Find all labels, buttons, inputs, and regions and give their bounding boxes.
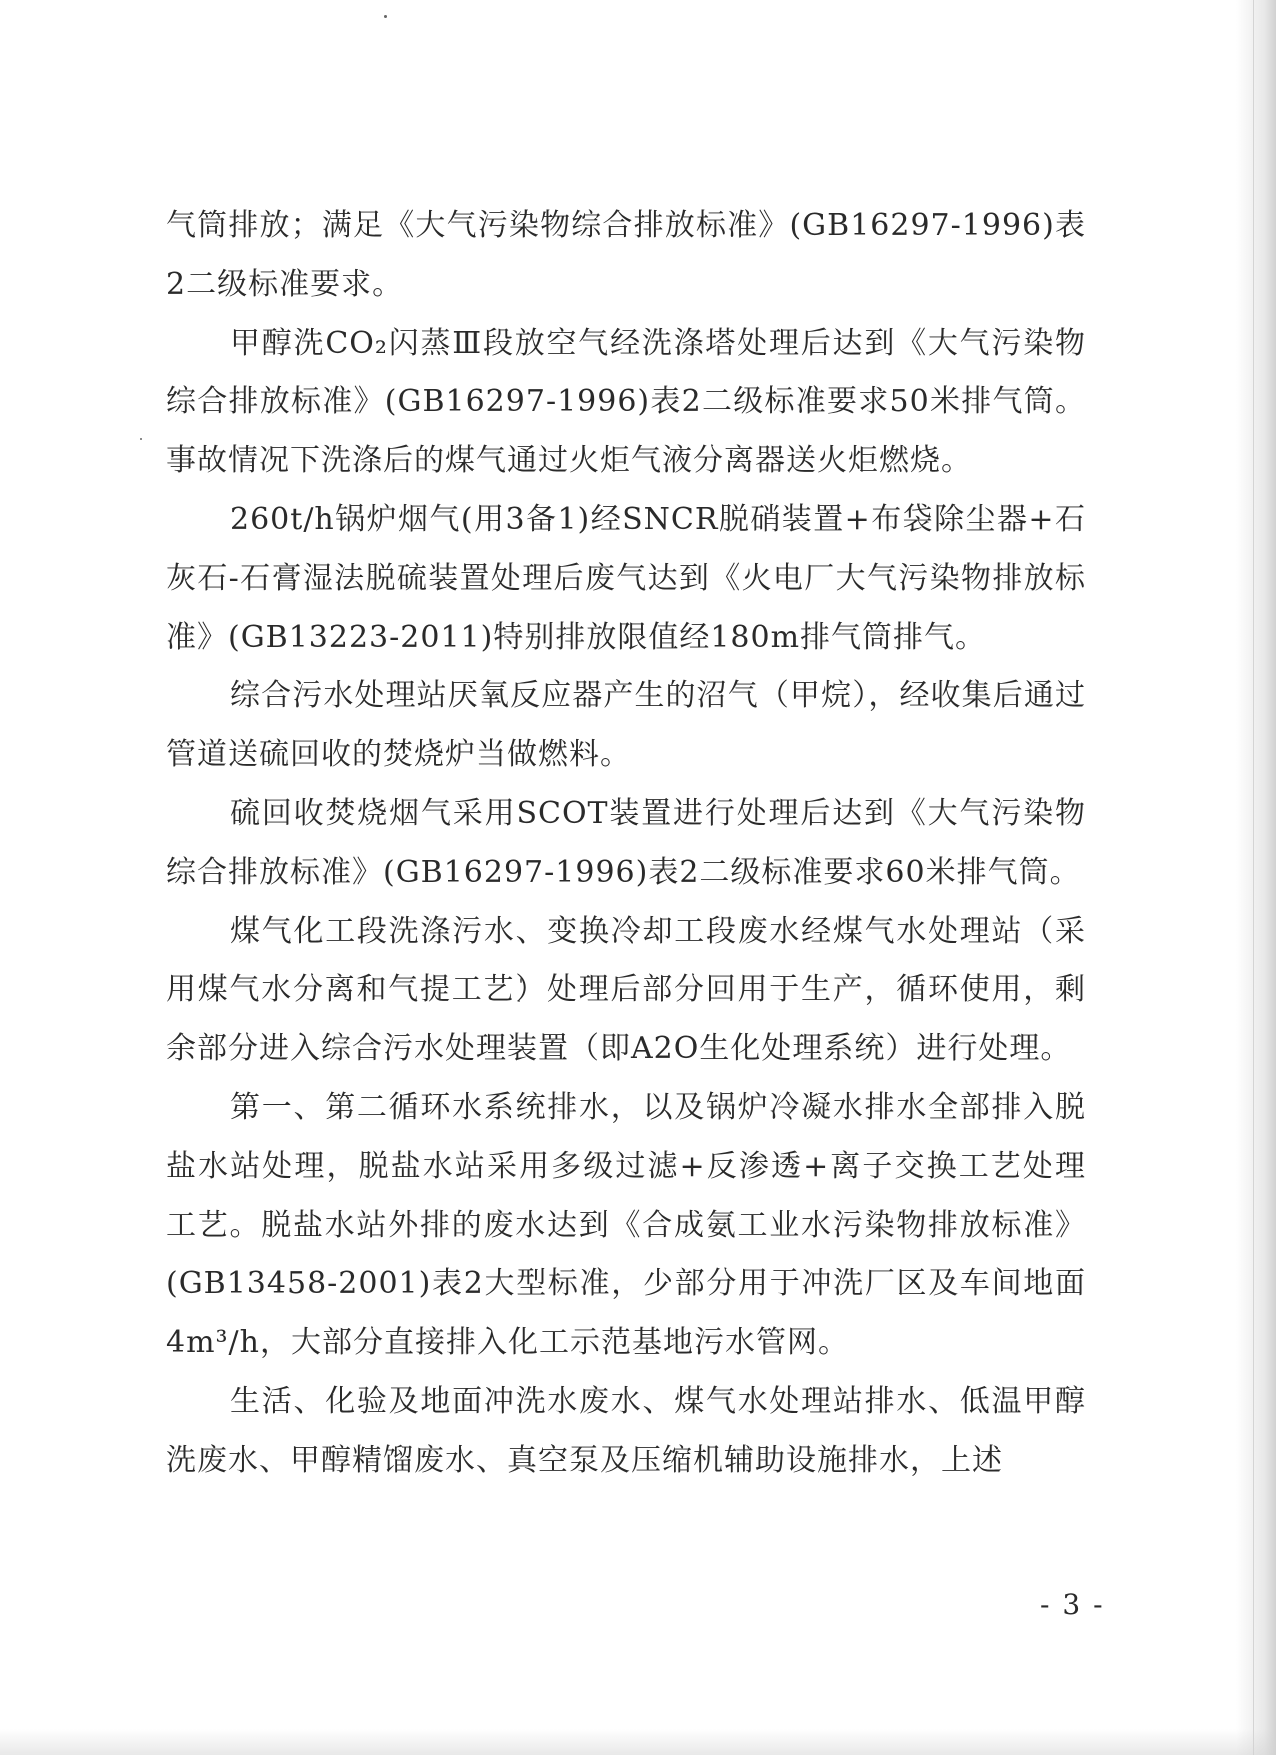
page-number: - 3 - (1040, 1588, 1105, 1621)
scan-speck (384, 15, 387, 18)
paragraph: 煤气化工段洗涤污水、变换冷却工段废水经煤气水处理站（采用煤气水分离和气提工艺）处理后部分回用于生产，循环使用，剩余部分进入综合污水处理装置（即A2O生化处理系统）进行处理。 (166, 913, 1086, 1067)
document-body (166, 197, 1086, 1491)
scan-shadow-right (1236, 0, 1276, 1755)
scan-shadow-bottom (0, 1729, 1276, 1755)
paragraph: 甲醇洗CO₂闪蒸Ⅲ段放空气经洗涤塔处理后达到《大气污染物综合排放标准》(GB16297-1996)表2二级标准要求50米排气筒。事故情况下洗涤后的煤气通过火炬气液分离器送火炬燃烧。 (166, 325, 1086, 479)
paragraph: 硫回收焚烧烟气采用SCOT装置进行处理后达到《大气污染物综合排放标准》(GB16297-1996)表2二级标准要求60米排气筒。 (166, 795, 1086, 890)
scan-edge-line (1253, 0, 1254, 1755)
scan-speck (140, 438, 142, 440)
paragraph: 生活、化验及地面冲洗水废水、煤气水处理站排水、低温甲醇洗废水、甲醇精馏废水、真空泵及压缩机辅助设施排水，上述 (166, 1383, 1086, 1478)
paragraph: 260t/h锅炉烟气(用3备1)经SNCR脱硝装置+布袋除尘器+石灰石-石膏湿法脱硫装置处理后废气达到《火电厂大气污染物排放标准》(GB13223-2011)特别排放限值经180m排气筒排气。 (166, 501, 1086, 655)
paragraph: 气筒排放；满足《大气污染物综合排放标准》(GB16297-1996)表2二级标准要求。 (166, 208, 1086, 302)
paragraph: 综合污水处理站厌氧反应器产生的沼气（甲烷），经收集后通过管道送硫回收的焚烧炉当做燃料。 (166, 678, 1086, 773)
paragraph: 第一、第二循环水系统排水，以及锅炉冷凝水排水全部排入脱盐水站处理，脱盐水站采用多级过滤+反渗透+离子交换工艺处理工艺。脱盐水站外排的废水达到《合成氨工业水污染物排放标准》(GB13458-2001)表2大型标准，少部分用于冲洗厂区及车间地面4m³/h，大部分直接排入化工示范基地污水管网。 (166, 1089, 1086, 1361)
